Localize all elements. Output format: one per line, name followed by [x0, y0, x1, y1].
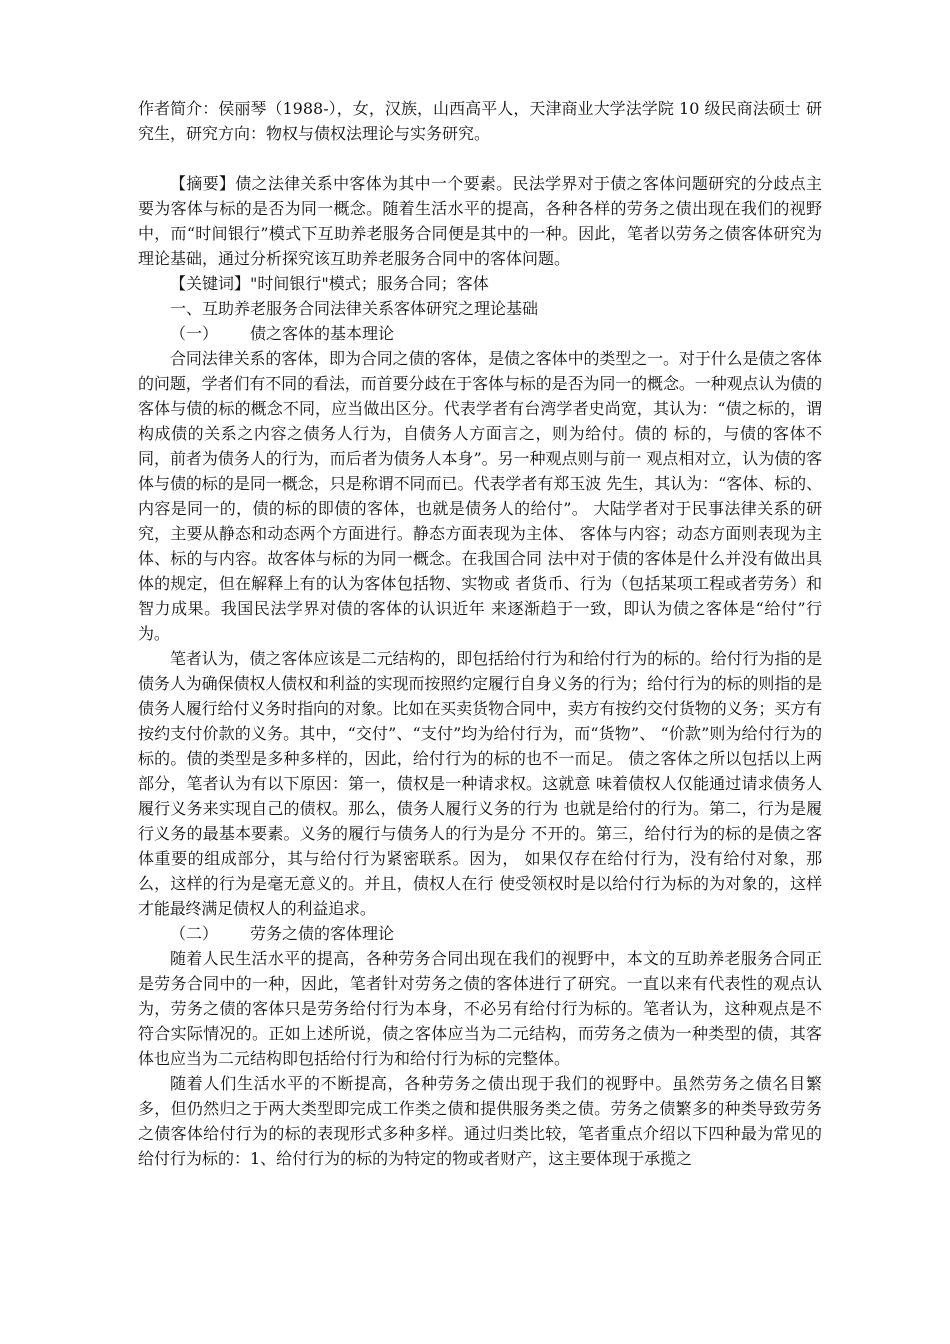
- document-page: [138, 96, 822, 1171]
- paragraph: 随着人民生活水平的提高，各种劳务合同出现在我们的视野中，本文的互助养老服务合同正是劳务合同中的一种，因此，笔者针对劳务之债的客体进行了研究。一直以来有代表性的观点认为，劳务之债的客体只是劳务给付行为本身，不必另有给付行为标的。笔者认为，这种观点是不符合实际情况的。正如上述所说，债之客体应当为二元结构，而劳务之债为一种类型的债，其客体也应当为二元结构即包括给付行为和给付行为标的完整体。: [138, 949, 822, 1068]
- subsection-2-title: 劳务之债的客体理论: [250, 924, 395, 943]
- paragraph: 笔者认为，债之客体应该是二元结构的，即包括给付行为和给付行为的标的。给付行为指的是债务人为确保债权人债权和利益的实现而按照约定履行自身义务的行为；给付行为的标的则指的是债务人履行给付义务时指向的对象。比如在买卖货物合同中，卖方有按约交付货物的义务；买方有按约支付价款的义务。其中，“交付”、“支付”均为给付行为，而“货物”、 “价款”则为给付行为的标的。债的类型是多种多样的，因此，给付行为的标的也不一而足。 债之客体之所以包括以上两部分，笔者认为有以下原因：第一，债权是一种请求权。这就意 味着债权人仅能通过请求债务人履行义务来实现自己的债权。那么，债务人履行义务的行为 也就是给付的行为。第二，行为是履行义务的最基本要素。义务的履行与债务人的行为是分 不开的。第三，给付行为的标的是债之客体重要的组成部分，其与给付行为紧密联系。因为， 如果仅存在给付行为，没有给付对象，那么，这样的行为是毫无意义的。并且，债权人在行 使受领权时是以给付行为标的为对象的，这样才能最终满足债权人的利益追求。: [138, 649, 822, 918]
- paragraph: 随着人们生活水平的不断提高，各种劳务之债出现于我们的视野中。虽然劳务之债名目繁多，但仍然归之于两大类型即完成工作类之债和提供服务类之债。劳务之债繁多的种类导致劳务之债客体给付行为的标的表现形式多种多样。通过归类比较，笔者重点介绍以下四种最为常见的给付行为标的：1、给付行为的标的为特定的物或者财产，这主要体现于承揽之: [138, 1074, 822, 1168]
- subsection-2-heading: [138, 921, 822, 946]
- subsection-1-title: 债之客体的基本理论: [250, 324, 395, 343]
- paragraph: 合同法律关系的客体，即为合同之债的客体，是债之客体中的类型之一。对于什么是债之客体的问题，学者们有不同的看法，而首要分歧在于客体与标的是否为同一的概念。一种观点认为债的客体与债的标的概念不同，应当做出区分。代表学者有台湾学者史尚宽，其认为：“债之标的，谓构成债的关系之内容之债务人行为，自债务人方面言之，则为给付。债的 标的，与债的客体不同，前者为债务人的行为，而后者为债务人本身”。另一种观点则与前一 观点相对立，认为债的客体与债的标的是同一概念，只是称谓不同而已。代表学者有郑玉波 先生，其认为：“客体、标的、内容是同一的，债的标的即债的客体，也就是债务人的给付”。 大陆学者对于民事法律关系的研究，主要从静态和动态两个方面进行。静态方面表现为主体、 客体与内容；动态方面则表现为主体、标的与内容。故客体与标的为同一概念。在我国合同 法中对于债的客体是什么并没有做出具体的规定，但在解释上有的认为客体包括物、实物或 者货币、行为（包括某项工程或者劳务）和智力成果。我国民法学界对债的客体的认识近年 来逐渐趋于一致，即认为债之客体是“给付”行为。: [138, 349, 822, 643]
- subsection-1-heading: [138, 321, 822, 346]
- author-bio: 作者简介：侯丽琴（1988-），女，汉族，山西高平人，天津商业大学法学院 10 级民商法硕士 研究生，研究方向：物权与债权法理论与实务研究。: [138, 99, 822, 143]
- subsection-1-number: （一）: [170, 324, 219, 343]
- abstract: 【摘要】债之法律关系中客体为其中一个要素。民法学界对于债之客体问题研究的分歧点主要为客体与标的是否为同一概念。随着生活水平的提高，各种各样的劳务之债出现在我们的视野中，而“时间银行”模式下互助养老服务合同便是其中的一种。因此，笔者以劳务之债客体研究为理论基础，通过分析探究该互助养老服务合同中的客体问题。: [138, 174, 822, 268]
- subsection-2-number: （二）: [170, 924, 219, 943]
- keywords: 【关键词】"时间银行"模式；服务合同；客体: [170, 274, 489, 293]
- section-1-title: 一、互助养老服务合同法律关系客体研究之理论基础: [170, 299, 539, 318]
